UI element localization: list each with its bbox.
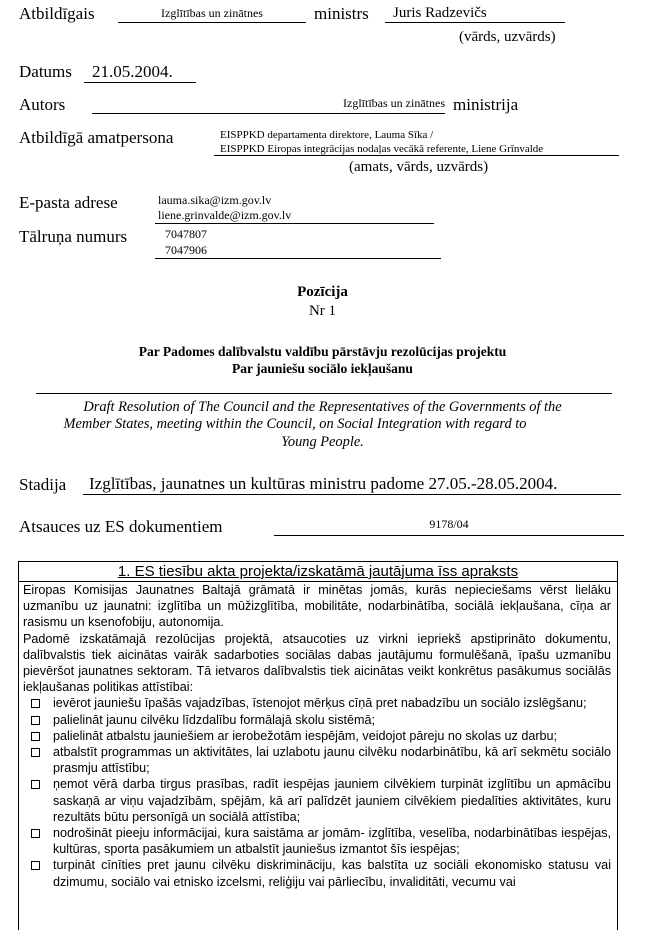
responsible-ministry: Izglītības un zinātnes: [118, 6, 306, 23]
english-line-3: Young People.: [281, 434, 364, 450]
checkbox-bullet-icon: [31, 829, 40, 838]
section-1-heading: 1. ES tiesību akta projekta/izskatāmā jautājuma īss apraksts: [19, 562, 617, 582]
stage-label: Stadija: [19, 475, 67, 494]
section-1-para-1: Eiropas Komisijas Jaunatnes Baltajā grāmatā ir minētas jomās, kurās nepieciešams vērst lielāku uzmanību uz jaunatni: izglītība un mūžizglītība, mobilitāte, nodarbinātība, sociālā iekļaušana, cīņa ar rasismu un ksenofobiju, autonomija.: [23, 583, 611, 630]
section-1-box: [18, 561, 618, 930]
reference-value: 9178/04: [274, 517, 624, 536]
section-1-bullet-list: [23, 695, 611, 889]
separator-line: [36, 393, 612, 394]
official-line1: EISPPKD departamenta direktore, Lauma Sīka /: [220, 129, 434, 141]
subject-line-2: Par jauniešu sociālo iekļaušanu: [232, 361, 413, 376]
checkbox-bullet-icon: [31, 716, 40, 725]
official-hint: (amats, vārds, uzvārds): [349, 159, 489, 175]
email-1: lauma.sika@izm.gov.lv: [158, 193, 272, 207]
list-item: nodrošināt pieeju informācijai, kura saistāma ar jomām- izglītība, veselība, nodarbinātības iespējas, kultūras, sporta pasākumiem un atbalstīt jauniešus izmantot šīs iespējas;: [53, 825, 611, 857]
list-item: ievērot jauniešu īpašās vajadzības, īstenojot mērķus cīņā pret nabadzību un sociālo izslēgšanu;: [53, 695, 611, 711]
subject-line-1: Par Padomes dalībvalstu valdību pārstāvju rezolūcijas projektu: [138, 344, 507, 359]
email-2: liene.grinvalde@izm.gov.lv: [155, 208, 434, 224]
minister-name: Juris Radzevičs: [385, 5, 565, 23]
responsible-label: Atbildīgais: [19, 4, 95, 23]
minister-word: ministrs: [314, 4, 369, 23]
position-title: Pozīcija: [297, 284, 348, 300]
list-item: turpināt cīnīties pret jaunu cilvēku diskrimināciju, kas balstīta uz sociāli ekonomisko statusu vai dzimumu, sociālo vai etnisko izcelsmi, reliģiju vai pārliecību, invaliditāti, vecumu vai: [53, 857, 611, 889]
date-label: Datums: [19, 62, 72, 81]
phone-2: 7047906: [155, 243, 441, 259]
reference-label: Atsauces uz ES dokumentiem: [19, 517, 223, 536]
checkbox-bullet-icon: [31, 861, 40, 870]
name-hint: (vārds, uzvārds): [459, 29, 556, 45]
official-line2: EISPPKD Eiropas integrācijas nodaļas vecākā referente, Liene Grīnvalde: [214, 143, 619, 156]
section-1-para-2: Padomē izskatāmajā rezolūcijas projektā, atsaucoties uz virkni iepriekš apstiprināto dokumentu, dalībvalstis tiek aicinātas vairāk sadarboties sociālas dabas jautājumu formulēšanā, īpašu uzmanību pievēršot jaunatnes sektoram. Tā ietvaros dalībvalstis tiek aicinātas veikt konkrētus pasākumus sociālās iekļaušanas politikas attīstībai:: [23, 631, 611, 695]
english-line-2: Member States, meeting within the Council, on Social Integration with regard to: [63, 416, 527, 432]
list-item: palielināt jaunu cilvēku līdzdalību formālajā skolu sistēmā;: [53, 712, 611, 728]
checkbox-bullet-icon: [31, 699, 40, 708]
checkbox-bullet-icon: [31, 780, 40, 789]
list-item: atbalstīt programmas un aktivitātes, lai uzlabotu jaunu cilvēku nodarbinātību, kā arī sekmētu sociālo prasmju attīstību;: [53, 744, 611, 776]
author-value: Izglītības un zinātnes: [92, 96, 445, 114]
english-line-1: Draft Resolution of The Council and the Representatives of the Governments of the: [83, 399, 562, 415]
author-suffix: ministrija: [453, 95, 519, 114]
phone-1: 7047807: [165, 227, 207, 241]
email-label: E-pasta adrese: [19, 193, 118, 212]
checkbox-bullet-icon: [31, 732, 40, 741]
list-item: ņemot vērā darba tirgus prasības, radīt iespējas jauniem cilvēkiem turpināt izglītību un apmācību saskaņā ar viņu vajadzībām, spējām, kā arī palīdzēt jauniem cilvēkiem piedalīties aktivitātes, kuru rezultāts būtu personīgā un sociālā attīstība;: [53, 776, 611, 825]
checkbox-bullet-icon: [31, 748, 40, 757]
official-label: Atbildīgā amatpersona: [19, 128, 174, 147]
date-value: 21.05.2004.: [84, 62, 196, 83]
list-item: palielināt atbalstu jauniešiem ar ierobežotām iespējām, veidojot pāreju no skolas uz darbu;: [53, 728, 611, 744]
author-label: Autors: [19, 95, 66, 114]
stage-value: Izglītības, jaunatnes un kultūras ministru padome 27.05.-28.05.2004.: [83, 474, 621, 495]
section-1-body: [19, 582, 617, 890]
phone-label: Tālruņa numurs: [19, 227, 128, 246]
position-number: Nr 1: [308, 303, 337, 319]
